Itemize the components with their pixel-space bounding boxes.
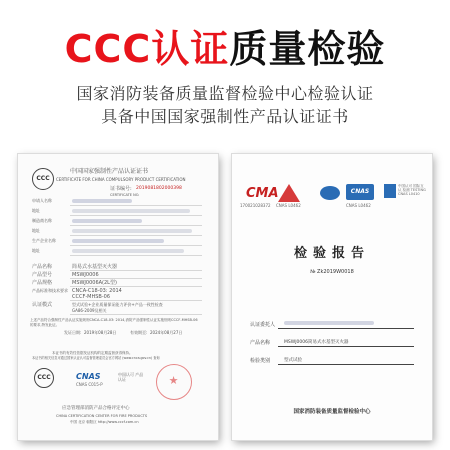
redacted-value	[72, 199, 132, 203]
cert-field-label: 申请人名称	[32, 198, 52, 203]
divider	[70, 278, 202, 279]
valid-date: 2024年08月27日	[150, 330, 183, 335]
divider	[70, 300, 202, 301]
mode-label: 认证模式	[32, 302, 53, 308]
headline-dark: 质量检验	[229, 27, 386, 71]
product-name: 简易式水基型灭火器	[72, 264, 118, 270]
issuer-en: CHINA CERTIFICATION CENTER FOR FIRE PRODUCTS	[56, 414, 148, 418]
divider	[70, 286, 202, 287]
issue-date: 2019年08月28日	[84, 330, 117, 335]
underline	[278, 346, 414, 347]
redacted-value	[72, 219, 142, 223]
spec-label: 产品规格	[32, 280, 53, 286]
cert-title-en: CERTIFICATE FOR CHINA COMPULSORY PRODUCT CERTIFICATION	[56, 177, 186, 182]
cert-title-cn: 中国国家强制性产品认证证书	[70, 168, 149, 175]
cert-field-label: 地址	[32, 248, 40, 253]
headline	[0, 26, 450, 72]
issuer: 应急管理部消防产品合格评定中心	[62, 406, 130, 411]
cnca-text: 中国认可 国际互认 检测 TESTING CNAS L0410	[398, 184, 426, 196]
report-title: 检验报告	[293, 246, 370, 261]
cnca-logo-icon	[384, 184, 396, 198]
divider	[70, 245, 202, 246]
report-field-value: 型式试验	[284, 358, 302, 363]
report-no-value: Zk2019W0018	[317, 269, 354, 275]
triangle-no: CNAS L0462	[276, 203, 301, 208]
issue-label: 发证日期:	[64, 330, 82, 335]
cma-no: 170021028372	[240, 203, 271, 208]
cnas-logo-icon: CNAS	[346, 184, 374, 200]
report-field-label: 产品名称	[250, 340, 271, 346]
divider	[70, 215, 202, 216]
underline	[278, 328, 414, 329]
underline	[278, 364, 414, 365]
cnca-badge: 中国认可 产品认证	[118, 372, 144, 382]
divider	[70, 225, 202, 226]
cnas-badge: CNAS	[76, 372, 101, 381]
mode: 型式试验+企业质量保证能力评价+产品一致性检查	[72, 302, 163, 307]
cma-logo-icon: CMA	[246, 186, 279, 201]
report-field-label: 检验类别	[250, 358, 271, 364]
ccc-mark-icon: CCC	[34, 368, 54, 388]
divider	[70, 314, 202, 315]
ccc-logo-icon: CCC	[32, 168, 54, 190]
redacted-value	[72, 229, 192, 233]
divider	[70, 205, 202, 206]
spec: MSWJ0006A(2L型)	[72, 280, 117, 286]
cert-field-label: 地址	[32, 208, 40, 213]
redacted-value	[284, 321, 374, 325]
product-name-label: 产品名称	[32, 264, 53, 270]
cert-field-label: 制造商名称	[32, 218, 52, 223]
redacted-value	[72, 209, 190, 213]
statement1: 上述产品符合强制性产品认证实施规则CNCA-C18-03: 2014,消防产品强制性认证实施细则CCCF-MHSB-06	[30, 318, 198, 322]
cert-field-label: 生产企业名称	[32, 238, 56, 243]
divider	[70, 270, 202, 271]
standard-label: 产品标准和技术要求	[32, 288, 68, 293]
issuer-addr: 中国 北京 朝阳区 http://www.cccf.com.cn	[70, 420, 139, 424]
report-number	[232, 269, 432, 275]
note1: 本证书的有效性依据发证机构的定期监督获得保持。	[52, 351, 133, 355]
headline-accent: CCC认证	[64, 27, 230, 71]
ccc-certificate	[18, 154, 218, 440]
report-field-label: 认证委托人	[250, 322, 276, 328]
standard2: CCCF-MHSB-06	[72, 294, 110, 300]
cert-no-label-en: CERTIFICATE NO.	[110, 193, 140, 197]
cert-field-label: 地址	[32, 228, 40, 233]
valid-label: 有效期至:	[130, 330, 148, 335]
triangle-logo-icon	[278, 184, 300, 202]
model: MSWJ0006	[72, 272, 99, 278]
report-no-label: №	[310, 269, 316, 275]
subtitle-line1: 国家消防装备质量监督检验中心检验认证	[76, 84, 374, 103]
report-field-value: MSWJ0006简易式水基型灭火器	[284, 340, 349, 345]
divider	[70, 255, 202, 256]
note2: 本证书的相关信息可通过国家认证认可监督管理委员会官方网站 (www.cnca.gov.cn) 查询	[32, 356, 160, 360]
cert-no-label: 证书编号:	[110, 186, 132, 192]
red-seal-stamp	[156, 364, 192, 400]
statement2: 的要求,特发此证。	[30, 323, 60, 327]
divider	[70, 235, 202, 236]
cert-no: 2019081802000398	[136, 186, 182, 191]
cert-body-label: GA86-2009及相关	[72, 308, 107, 313]
redacted-value	[72, 249, 184, 253]
model-label: 产品型号	[32, 272, 53, 278]
redacted-value	[72, 239, 164, 243]
standard: CNCA-C18-03: 2014	[72, 288, 122, 294]
inspection-report	[232, 154, 432, 440]
cnas-sub: CNAS C015-P	[76, 382, 103, 387]
cnas-no: CNAS L0462	[346, 203, 371, 208]
subtitle-line2: 具备中国国家强制性产品认证证书	[101, 107, 349, 126]
report-footer: 国家消防装备质量监督检验中心	[293, 409, 371, 415]
ilac-logo-icon	[320, 186, 340, 200]
